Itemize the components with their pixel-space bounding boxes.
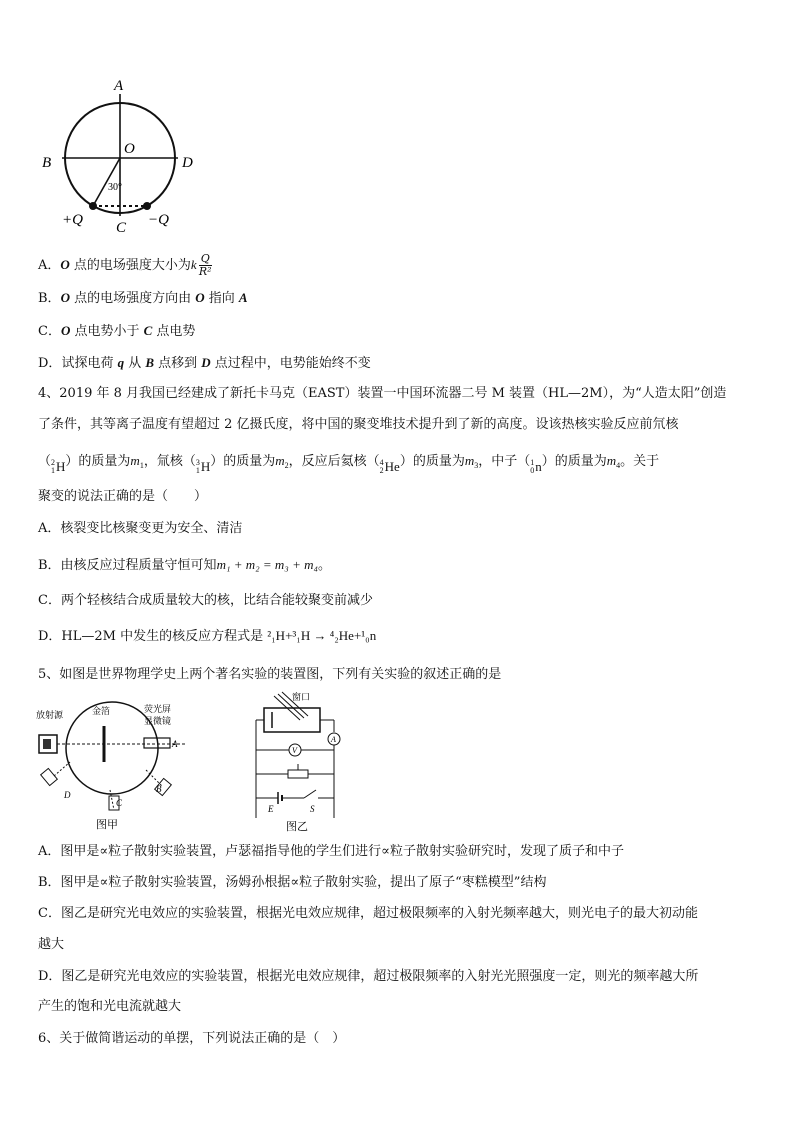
label-o: O <box>124 141 135 157</box>
q4-stem-line1: 4、2019 年 8 月我国已经建成了新托卡马克（EAST）装置一中国环流器二号 M 装置（HL—2M），为“人造太阳”创造 <box>38 386 727 401</box>
fraction-q-over-r2: $\frac{Q}{\text{R²}}$ <box>198 252 212 278</box>
circle-figure <box>36 74 216 239</box>
label-gold-foil: 金箔 <box>92 706 111 716</box>
deuterium-symbol: 2 1 H <box>51 458 66 475</box>
q5-option-c-line1: C．图乙是研究光电效应的实验装置，根据光电效应规律，超过极限频率的入射光频率越大，则光电子的最大初动能 <box>38 906 698 921</box>
neutron-symbol: 1 0 n <box>530 458 542 475</box>
label-d: D <box>182 155 193 171</box>
helium-symbol: 4 2 He <box>379 458 400 475</box>
q5-option-a: A．图甲是∝粒子散射实验装置，卢瑟福指导他的学生们进行∝粒子散射实验研究时，发现了质子和中子 <box>38 844 624 859</box>
q6-stem: 6、关于做简谐运动的单摆，下列说法正确的是（ ） <box>38 1031 346 1046</box>
q4-option-a: A．核裂变比核聚变更为安全、清洁 <box>38 521 243 536</box>
q5-stem: 5、如图是世界物理学史上两个著名实验的装置图，下列有关实验的叙述正确的是 <box>38 667 502 682</box>
label-minus-q: −Q <box>148 212 169 228</box>
caption-fig-b: 图乙 <box>286 821 308 833</box>
label-c: C <box>116 220 127 236</box>
q4-option-b: B．由核反应过程质量守恒可知m₁ + m₂ = m₃ + m₄。 <box>38 557 332 573</box>
q5-option-c-line2: 越大 <box>38 937 65 952</box>
q4-stem-line2: 了条件，其等离子温度有望超过 2 亿摄氏度，将中国的聚变堆技术提升到了新的高度。设该热核实验反应前氘核 <box>38 417 679 432</box>
label-fig-a-d: D <box>64 790 71 800</box>
label-battery: E <box>268 804 274 814</box>
label-voltmeter: V <box>292 746 297 755</box>
label-b: B <box>42 155 52 171</box>
q3-option-b: B．O 点的电场强度方向由 O 指向 A <box>38 290 248 306</box>
label-microscope: 显微镜 <box>144 716 172 726</box>
caption-fig-a: 图甲 <box>96 819 118 831</box>
q3-option-a: A．O 点的电场强度大小为k $\frac{Q}{\text{R²}}$ <box>38 252 212 278</box>
q4-option-c: C．两个轻核结合成质量较大的核，比结合能较聚变前减少 <box>38 593 373 608</box>
q4-stem-line3: （ 2 1 H ）的质量为$m_1$，氚核（ 3 1 H ）的质量为$m_2$，反应后氦核（ 4 2 He ）的质量为$m_3$，中子（ 1 0 n ）的质量为$m_4$。关于 <box>38 453 660 475</box>
q3-option-d: D．试探电荷 q 从 B 点移到 D 点过程中，电势能始终不变 <box>38 355 371 371</box>
alpha-scattering-figure <box>36 700 196 835</box>
photoelectric-figure <box>248 690 358 835</box>
label-angle: 30° <box>108 182 122 193</box>
label-plus-q: +Q <box>62 212 83 228</box>
label-fig-a-a: A <box>172 739 178 749</box>
q5-option-d-line1: D．图乙是研究光电效应的实验装置，根据光电效应规律，超过极限频率的入射光光照强度一定，则光的频率越大所 <box>38 969 699 984</box>
q5-option-d-line2: 产生的饱和光电流就越大 <box>38 999 182 1014</box>
q3-option-c: C．O 点电势小于 C 点电势 <box>38 323 196 339</box>
q5-option-b: B．图甲是∝粒子散射实验装置，汤姆孙根据∝粒子散射实验，提出了原子“枣糕模型”结构 <box>38 875 547 890</box>
label-fig-a-c: C <box>116 798 123 808</box>
label-source: 放射源 <box>36 710 64 720</box>
label-switch: S <box>310 804 315 814</box>
label-a: A <box>114 78 124 94</box>
q4-option-d: D．HL—2M 中发生的核反应方程式是 ²₁H+³₁H → ⁴₂He+¹₀n <box>38 628 377 644</box>
label-fig-a-b: B <box>156 784 162 794</box>
tritium-symbol: 3 1 H <box>195 458 211 475</box>
label-screen: 荧光屏 <box>144 704 172 714</box>
label-ammeter: A <box>331 735 336 744</box>
q4-stem-line4: 聚变的说法正确的是（ ） <box>38 489 208 504</box>
label-window: 窗口 <box>292 692 311 702</box>
